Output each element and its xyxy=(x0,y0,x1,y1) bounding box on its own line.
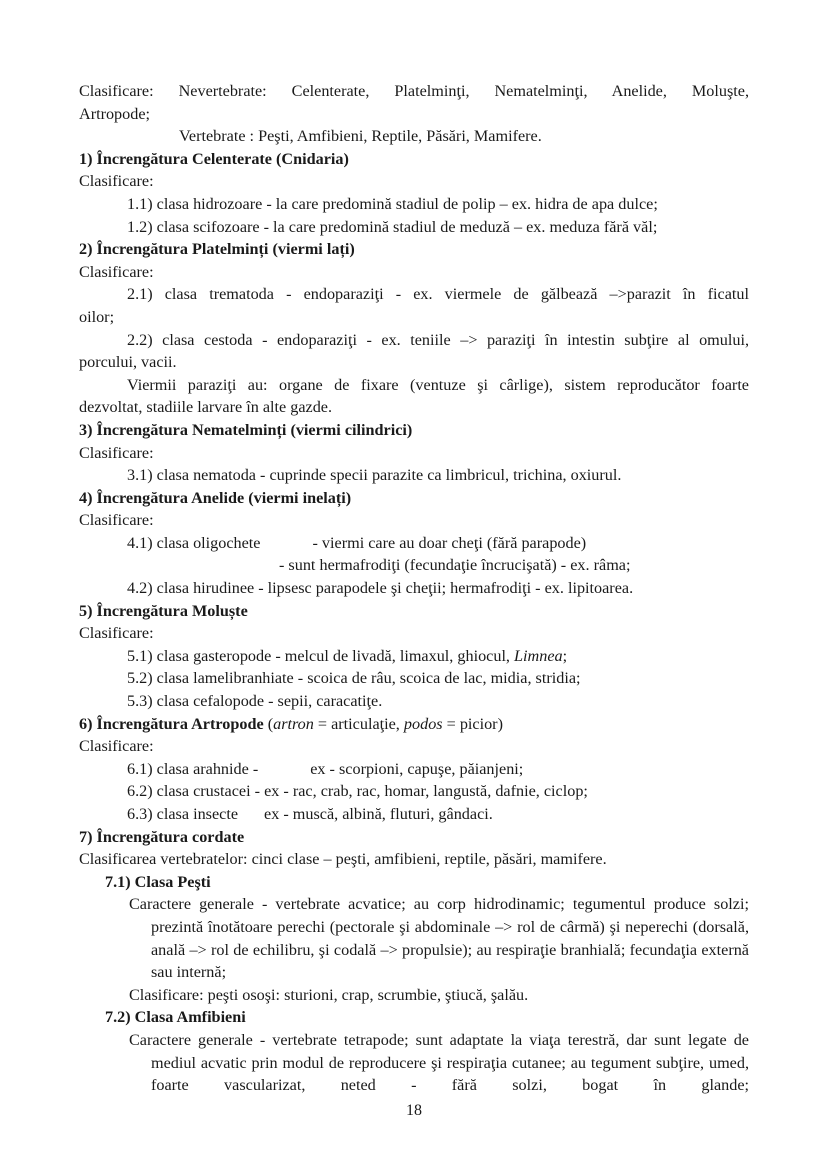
subsection-amfibieni-heading: 7.2) Clasa Amfibieni xyxy=(105,1008,246,1027)
intro-line-1 xyxy=(79,80,749,103)
item-desc: - viermi care au doar cheţi (fără parapode) xyxy=(312,533,587,552)
page-number: 18 xyxy=(406,1102,422,1119)
section-4-item-2: 4.2) clasa hirudinee - lipsesc parapodele şi cheţii; hermafrodiţi - ex. lipitoarea. xyxy=(127,579,634,598)
section-4-heading: 4) Încrengătura Anelide (viermi inelați) xyxy=(79,488,352,507)
document-page xyxy=(79,80,749,1097)
section-2-item-1-cont: oilor; xyxy=(79,307,115,326)
section-5-item-3: 5.3) clasa cefalopode - sepii, caracatiţe. xyxy=(127,692,383,711)
section-2-note-cont: dezvoltat, stadiile larvare în alte gazde. xyxy=(79,398,333,417)
section-3-heading: 3) Încrengătura Nematelminți (viermi cilindrici) xyxy=(79,420,413,439)
subsection-pesti-caractere xyxy=(79,893,749,983)
section-6-item-2: 6.2) clasa crustacei - ex - rac, crab, rac, homar, langustă, dafnie, ciclop; xyxy=(127,782,588,801)
section-2-item-2: 2.2) clasa cestoda - endoparaziţi - ex. teniile –> paraziţi în intestin subţire al omului, xyxy=(127,330,749,349)
def-artron: = articulaţie, xyxy=(313,714,404,733)
section-7-heading: 7) Încrengătura cordate xyxy=(79,827,245,846)
subsection-pesti-heading: 7.1) Clasa Peşti xyxy=(105,872,211,891)
item-end: ; xyxy=(562,646,568,665)
section-3-clasificare: Clasificare: xyxy=(79,443,154,462)
caractere-text: Caractere generale - vertebrate tetrapode; sunt adaptate la viaţa terestră, dar sunt legate de mediul acvatic prin modul de reproducere şi respiraţia cutanee; au tegument subţire, umed, foarte vascularizat, neted - fără solzi, bogat în glande; xyxy=(129,1030,749,1095)
section-5-clasificare: Clasificare: xyxy=(79,624,154,643)
section-5-item-2: 5.2) clasa lamelibranhiate - scoica de râu, scoica de lac, midia, stridia; xyxy=(127,669,581,688)
item-label: 6.3) clasa insecte xyxy=(127,805,239,823)
caractere-text: Caractere generale - vertebrate acvatice; au corp hidrodinamic; tegumentul produce solzi; prezintă înotătoare perechi (pectorale şi abdominale –> rol de cârmă) şi neperechi (dorsală, anală –> rol de echilibru, şi codală –> propulsie); au respiraţie branhială; fecundaţia externă sau internă; xyxy=(129,895,749,982)
section-4-item-1 xyxy=(79,532,749,555)
section-1-heading: 1) Încrengătura Celenterate (Cnidaria) xyxy=(79,149,349,168)
paren: ( xyxy=(263,714,274,733)
section-6-item-3 xyxy=(79,803,749,826)
section-1-item-2: 1.2) clasa scifozoare - la care predomină stadiul de meduză – ex. meduza fără văl; xyxy=(127,217,658,236)
section-6-clasificare: Clasificare: xyxy=(79,737,154,756)
item-label: 6.1) clasa arahnide - xyxy=(127,759,259,778)
section-6-heading xyxy=(79,713,749,736)
intro-line-vertebrate: Vertebrate : Peşti, Amfibieni, Reptile, Păsări, Mamifere. xyxy=(179,127,542,146)
intro-nevertebrate: Nevertebrate: Celenterate, Platelminţi, Nematelminţi, Anelide, Moluşte, xyxy=(178,82,750,100)
section-2-note: Viermii paraziţi au: organe de fixare (ventuze şi cârlige), sistem reproducător foarte xyxy=(127,375,749,394)
section-2-item-2-cont: porcului, vacii. xyxy=(79,353,177,372)
section-5-heading: 5) Încrengătura Moluște xyxy=(79,601,248,620)
item-label: 4.1) clasa oligochete xyxy=(127,533,261,552)
section-4-clasificare: Clasificare: xyxy=(79,511,154,530)
section-4-item-1-cont: - sunt hermafrodiţi (fecundaţie încrucişată) - ex. râma; xyxy=(279,556,631,575)
section-7-intro: Clasificarea vertebratelor: cinci clase – peşti, amfibieni, reptile, păsări, mamifere. xyxy=(79,850,607,869)
section-2-heading: 2) Încrengătura Platelminți (viermi lați) xyxy=(79,240,355,259)
term-artron: artron xyxy=(273,714,314,733)
item-desc: ex - muscă, albină, fluturi, gândaci. xyxy=(264,805,493,823)
section-2-item-1: 2.1) clasa trematoda - endoparaziţi - ex. viermele de gălbează –>parazit în ficatul xyxy=(127,285,749,304)
item-text: 5.1) clasa gasteropode - melcul de livadă, limaxul, ghiocul, xyxy=(127,646,515,665)
item-desc: ex - scorpioni, capuşe, păianjeni; xyxy=(310,759,524,778)
section-1-clasificare: Clasificare: xyxy=(79,172,154,191)
section-2-clasificare: Clasificare: xyxy=(79,262,154,281)
section-1-item-1: 1.1) clasa hidrozoare - la care predomină stadiul de polip – ex. hidra de apa dulce; xyxy=(127,194,658,213)
def-podos: = picior) xyxy=(442,714,503,733)
term-podos: podos xyxy=(403,714,443,733)
section-5-item-1 xyxy=(79,645,749,668)
species-name: Limnea xyxy=(514,646,563,665)
subsection-pesti-clasificare: Clasificare: peşti osoşi: sturioni, crap, scrumbie, ştiucă, şalău. xyxy=(129,985,529,1004)
heading-text: 6) Încrengătura Artropode xyxy=(79,714,264,733)
intro-line-2: Artropode; xyxy=(79,104,151,123)
section-3-item-1: 3.1) clasa nematoda - cuprinde specii parazite ca limbricul, trichina, oxiurul. xyxy=(127,466,622,485)
subsection-amfibieni-caractere xyxy=(79,1029,749,1097)
intro-label: Clasificare: xyxy=(79,82,154,100)
section-6-item-1 xyxy=(79,758,749,781)
